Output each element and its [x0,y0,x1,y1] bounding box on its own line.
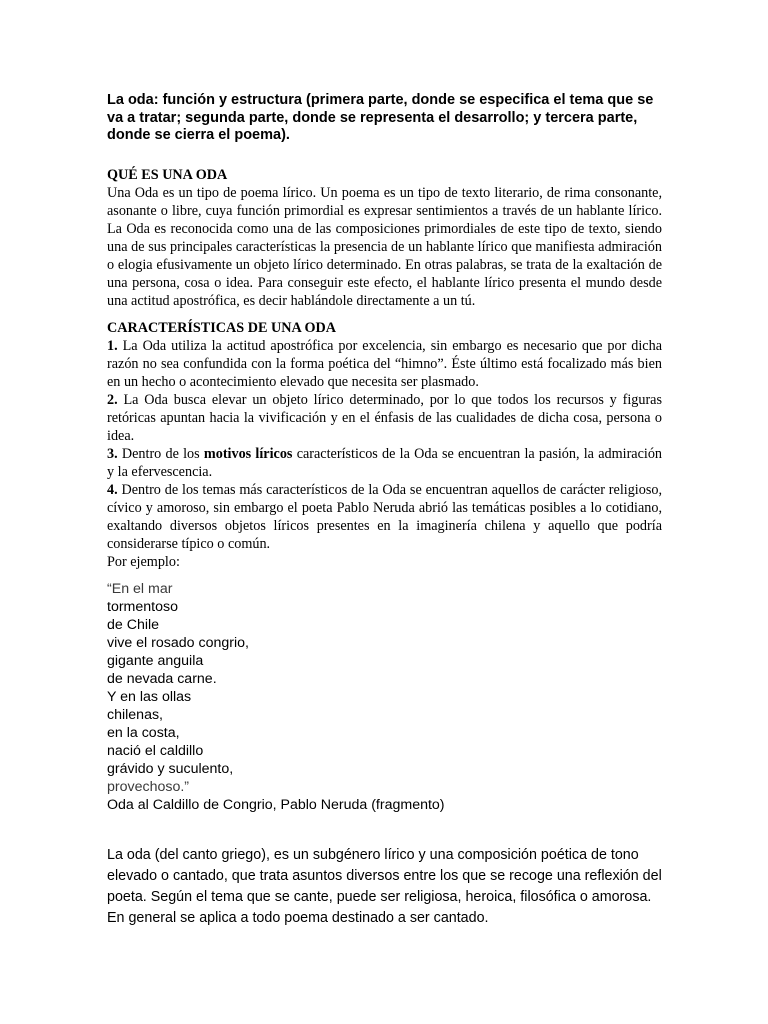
characteristic-item-1 [107,337,662,391]
poem-line: chilenas, [107,706,163,723]
item-text: La Oda busca elevar un objeto lírico determinado, por lo que todos los recursos y figuras retóricas apuntan hacia la vivificación y en el énfasis de las cualidades de dicha cosa, persona o idea. [107,391,662,444]
poem-line: Y en las ollas [107,688,192,705]
item-text: Dentro de los temas más característicos de la Oda se encuentran aquellos de carácter religioso, cívico y amoroso, sin embargo el poeta Pablo Neruda abrió las temáticas posibles a lo cotidiano, exaltando diversos objetos líricos presentes en la imaginería chilena y aquello que podría considerarse típico o común. [107,481,662,552]
item-number: 3. [107,445,118,462]
poem-line: nació el caldillo [107,742,204,759]
poem-line: provechoso.” [107,778,190,795]
poem-line: de nevada carne. [107,670,217,687]
poem-line: de Chile [107,616,160,633]
document-page [107,92,662,943]
item-text-before: Dentro de los [121,445,200,462]
poem-line: tormentoso [107,598,178,615]
item-number: 1. [107,337,118,354]
section-title-que-es-una-oda: QUÉ ES UNA ODA [107,166,228,183]
characteristic-item-4 [107,481,662,553]
item-number: 2. [107,391,118,408]
example-label: Por ejemplo: [107,553,180,570]
main-heading: La oda: función y estructura (primera parte, donde se especifica el tema que se va a tratar; segunda parte, donde se representa el desarrollo; y tercera parte, donde se cierra el poema). [107,92,654,143]
motivos-liricos-bold: motivos líricos [203,445,293,462]
closing-paragraph: La oda (del canto griego), es un subgénero lírico y una composición poética de tono elevado o cantado, que trata asuntos diversos entre los que se recoge una reflexión del poeta. Según el tema que se cante, puede ser religiosa, heroica, filosófica o amorosa. En general se aplica a todo poema destinado a ser cantado. [107,846,662,926]
item-text-after: característicos de la Oda se encuentran la pasión, la admiración y la efervescencia. [107,445,663,480]
poem-line: vive el rosado congrio, [107,634,249,651]
poem-line: grávido y suculento, [107,760,234,777]
poem-line: gigante anguila [107,652,204,669]
section-title-caracteristicas: CARACTERÍSTICAS DE UNA ODA [107,319,337,336]
item-text: La Oda utiliza la actitud apostrófica por excelencia, sin embargo es necesario que por dicha razón no sea confundida con la forma poética del “himno”. Éste último está focalizado más bien en un hecho o acontecimiento elevado que necesita ser plasmado. [107,337,662,390]
item-number: 4. [107,481,118,498]
poem-line: “En el mar [107,580,173,597]
characteristic-item-2 [107,391,662,445]
characteristic-item-3 [107,445,662,481]
poem-fragment [107,580,662,814]
section-body-que-es-una-oda: Una Oda es un tipo de poema lírico. Un poema es un tipo de texto literario, de rima consonante, asonante o libre, cuya función primordial es expresar sentimientos a través de un hablante lírico. La Oda es reconocida como una de las composiciones primordiales de este tipo de texto, siendo una de sus principales características la presencia de un hablante lírico que manifiesta admiración o elogia efusivamente un objeto lírico determinado. En otras palabras, se trata de la exaltación de una persona, cosa o idea. Para conseguir este efecto, el hablante lírico presenta el mundo desde una actitud apostrófica, es decir hablándole directamente a un tú. [107,184,662,309]
poem-line: en la costa, [107,724,180,741]
poem-attribution: Oda al Caldillo de Congrio, Pablo Neruda (fragmento) [107,796,445,813]
